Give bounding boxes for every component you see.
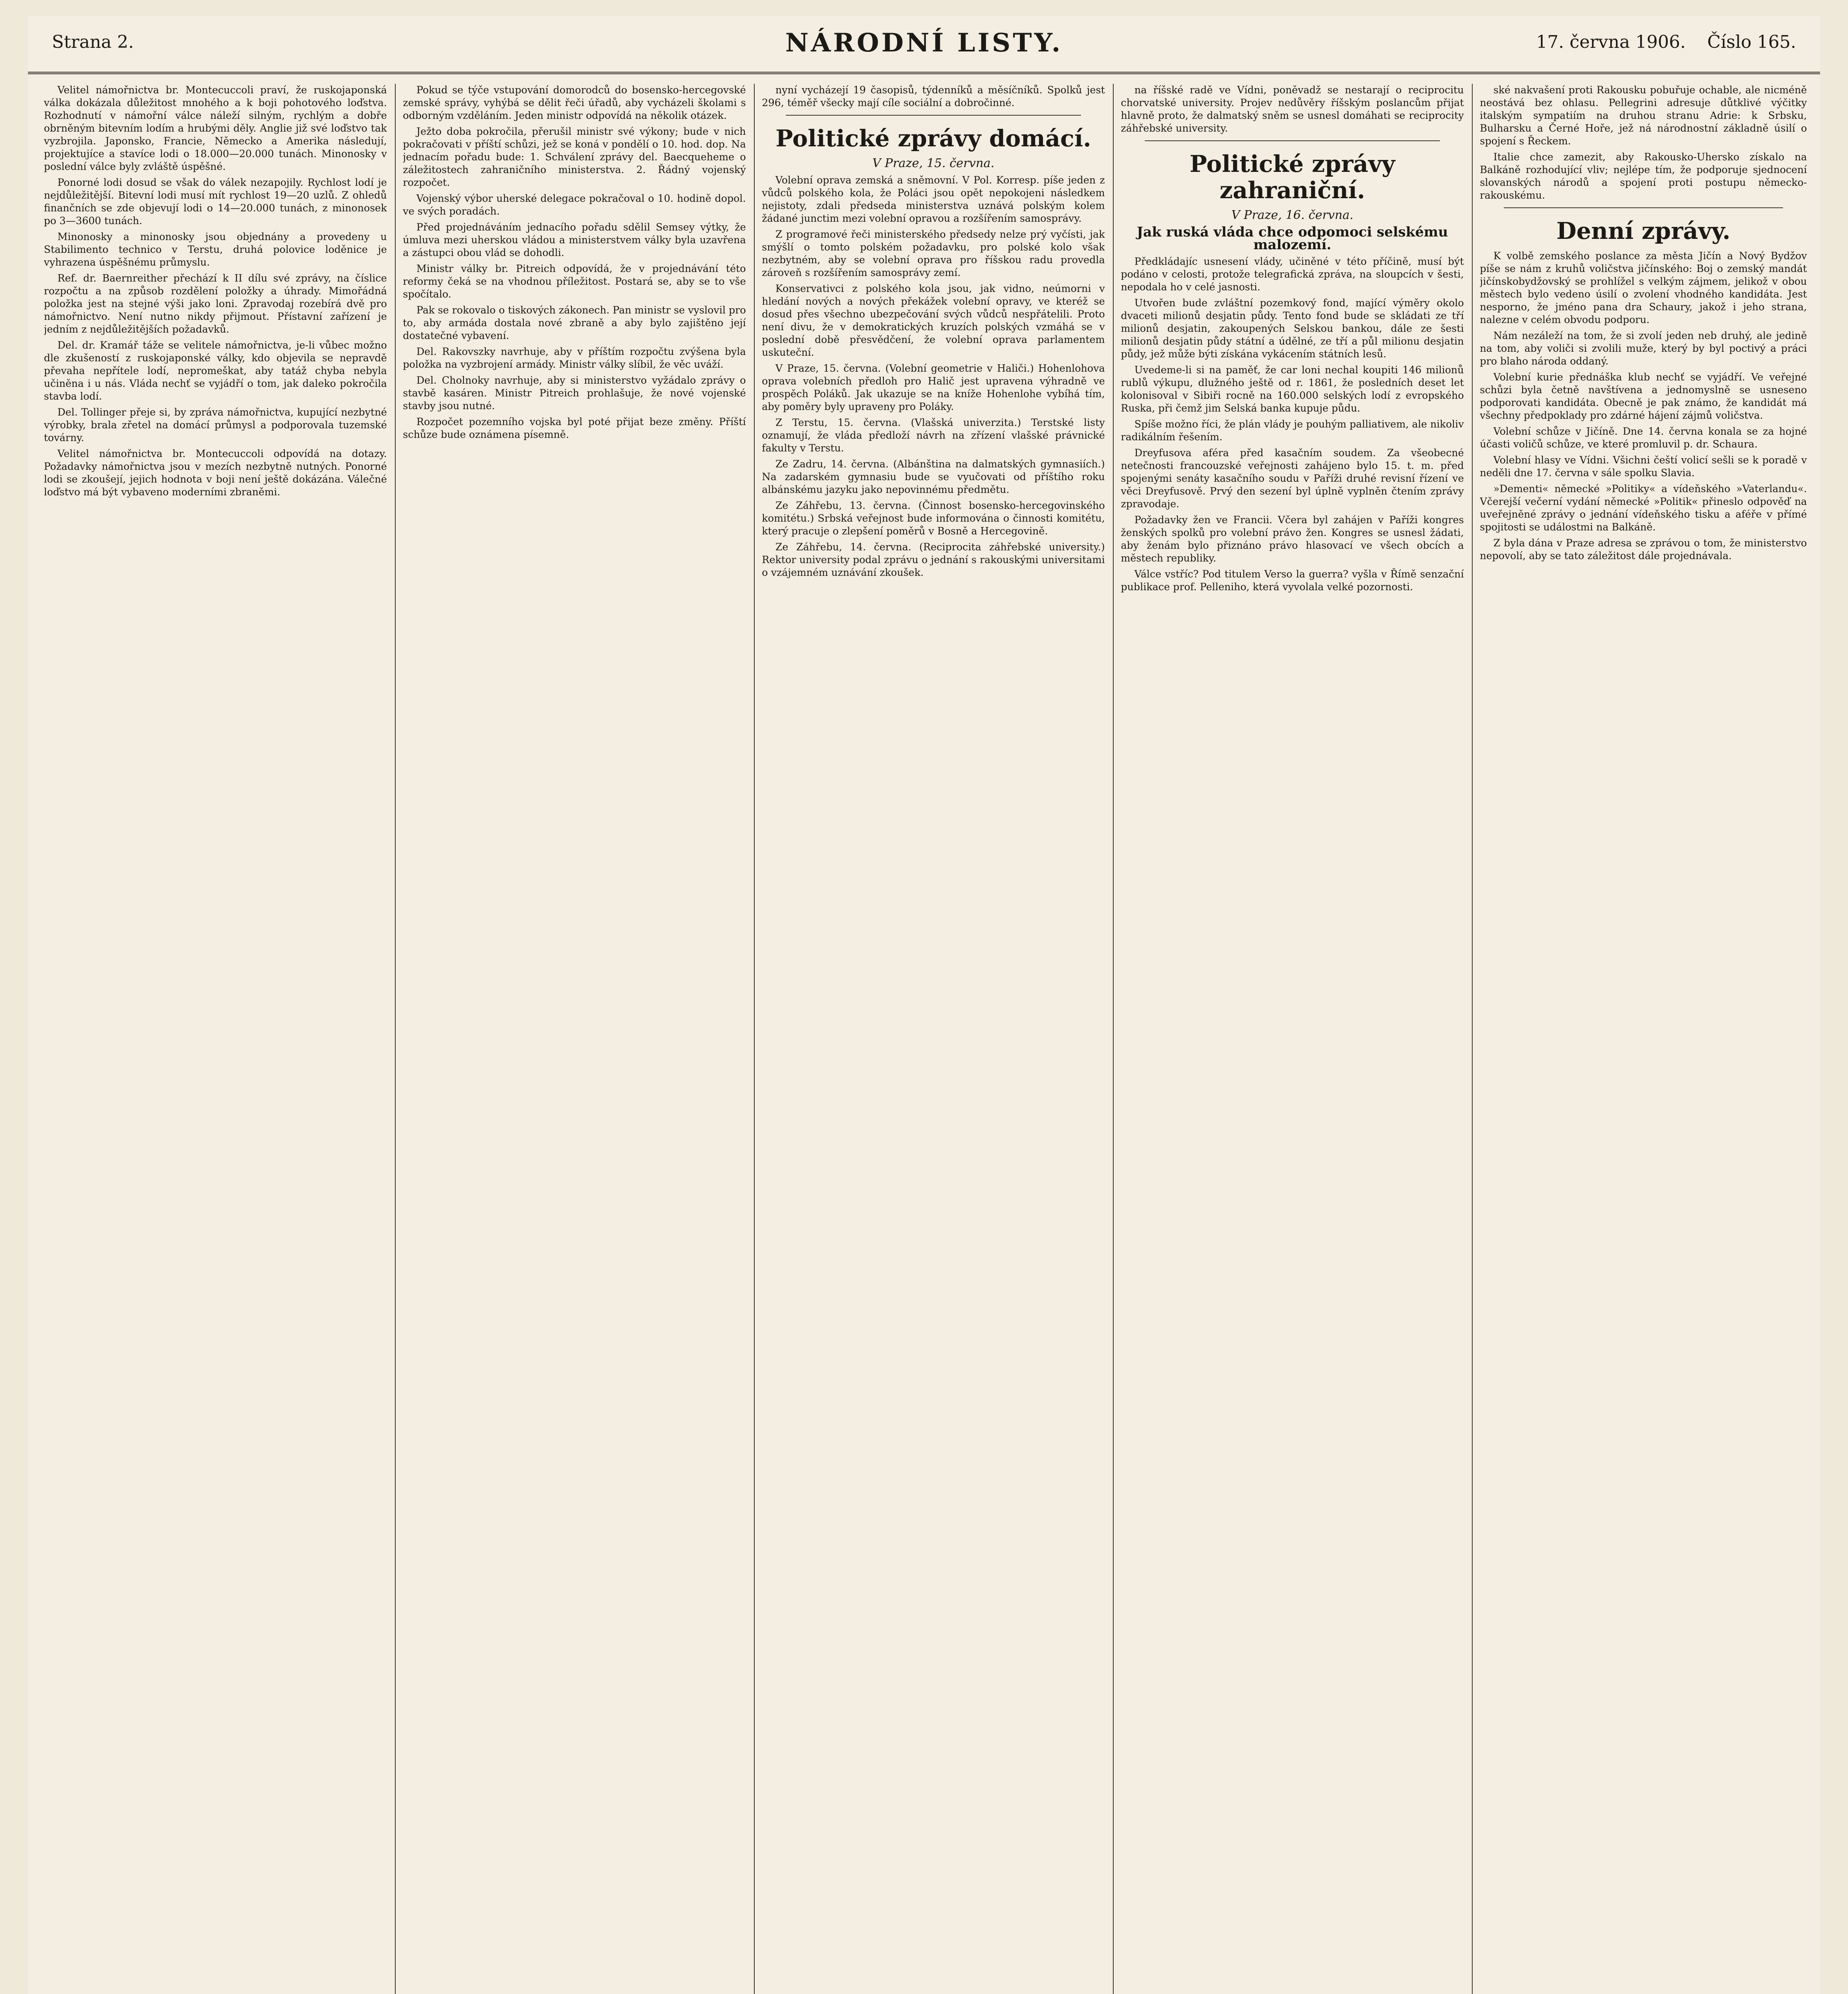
- column-2: [403, 84, 746, 1994]
- issue-info: [1520, 32, 1796, 52]
- paragraph: K volbě zemského poslance za města Jičín a Nový Bydžov píše se nám z kruhů voličstva jičínského: Boj o zemský mandát jičínskobydžovský se prohlížel s velkým zájmem, jelikož v obou městech bylo vedeno úsilí o zvolení vhodného kandidáta. Jest nesporno, že jméno pana dra Schaury, jakož i jeho strana, nalezne v celém obvodu podporu.: [1480, 250, 1807, 325]
- paragraph: Ze Záhřebu, 13. června. (Činnost bosensko-hercegovinského komitétu.) Srbská veřejnost bude informována o činnosti komitétu, který pracuje o zlepšení poměrů v Bosně a Hercegovině.: [762, 500, 1105, 537]
- section-heading-daily: Denní zprávy.: [1556, 217, 1731, 244]
- article-columns: [44, 84, 1807, 1994]
- paragraph: Del. dr. Kramář táže se velitele námořnictva, je-li vůbec možno dle zkušeností z ruskojaponské války, kdo objevila se nepravdě převaha nepřítele lodí, nepromeškat, aby tatáž chyba nebyla učiněna i u nás. Vláda nechť se vyjádří o tom, jak daleko pokročila stavba lodí.: [44, 339, 387, 402]
- paragraph: Pak se rokovalo o tiskových zákonech. Pan ministr se vyslovil pro to, aby armáda dostala nové zbraně a aby bylo zajištěno její dostatečné vybavení.: [403, 304, 746, 341]
- paragraph: Minonosky a minonosky jsou objednány a provedeny u Stabilimento technico v Terstu, druhá polovice loděnice je vyhrazena úspěšnému průmyslu.: [44, 231, 387, 268]
- column-divider: [754, 84, 755, 1994]
- paragraph: Z programové řeči ministerského předsedy nelze prý vyčísti, jak smýšlí o tomto polském požadavku, pro polské kolo však nezbytném, aby se volební oprava pro říšskou radu provedla zároveň s rozšířením samosprávy zemí.: [762, 229, 1105, 278]
- paragraph: Dreyfusova aféra před kasačním soudem. Za všeobecné netečnosti francouzské veřejnosti zahájeno bylo 15. t. m. před spojenými senáty kasačního soudu v Paříži druhé revisní řízení ve věci Dreyfusově. Prvý den sezení byl úplně vyplněn čtením zprávy zpravodaje.: [1121, 447, 1464, 510]
- paragraph: Ježto doba pokročila, přerušil ministr své výkony; bude v nich pokračovati v příští schůzi, jež se koná v pondělí o 10. hod. dop. Na jednacím pořadu bude: 1. Schválení zprávy del. Baecqueheme o záležitostech zahraničního ministerstva. 2. Řádný vojenský rozpočet.: [403, 126, 746, 188]
- section-rule: [1504, 207, 1783, 208]
- paragraph: Ze Zadru, 14. června. (Albánština na dalmatských gymnasiích.) Na zadarském gymnasiu bude se vyučovati od příštího roku albánskému jazyku jako nepovinnému předmětu.: [762, 458, 1105, 495]
- paragraph: Volební oprava zemská a sněmovní. V Pol. Korresp. píše jeden z vůdců polského kola, že Poláci jsou opět nepokojeni následkem nejistoty, zdali předseda ministerstva uznává polským kolem žádané junctim mezi volební opravou a rozšířením samosprávy.: [762, 174, 1105, 224]
- paragraph: Pokud se týče vstupování domorodců do bosensko-hercegovské zemské správy, vyhýbá se dělit řeči úřadů, aby vycházeli školami s odborným vzděláním. Jeden ministr odpovídá na několik otázek.: [403, 84, 746, 121]
- paragraph: Ministr války br. Pitreich odpovídá, že v projednávání této reformy čeká se na vhodnou příležitost. Postará se, aby se to vše spočítalo.: [403, 263, 746, 300]
- issue-number: Číslo 165.: [1707, 32, 1796, 52]
- paragraph: Vojenský výbor uherské delegace pokračoval o 10. hodině dopol. ve svých poradách.: [403, 193, 746, 217]
- column-divider: [1113, 84, 1114, 1994]
- section-rule: [1145, 140, 1440, 141]
- paragraph: Velitel námořnictva br. Montecuccoli odpovídá na dotazy. Požadavky námořnictva jsou v mezích nezbytně nutných. Ponorné lodi se zkoušejí, jejich hodnota v boji není ještě dokázána. Válečné loďstvo má být vybaveno moderními zbraněmi.: [44, 448, 387, 498]
- paragraph: Nám nezáleží na tom, že si zvolí jeden neb druhý, ale jedině na tom, aby voliči si zvolili muže, který by byl poctivý a práci pro blaho národa oddaný.: [1480, 330, 1807, 367]
- dateline: V Praze, 15. června.: [872, 156, 995, 170]
- paragraph: Velitel námořnictva br. Montecuccoli praví, že ruskojaponská válka dokázala důležitost mnohého a k boji pohotového loďstva. Rozhodnutí v námořní válce náleží silným, rychlým a dobře obrněným bitevním lodím a hrubými děly. Anglie již své loďstvo tak vyzbrojila. Japonsko, Francie, Německo a Amerika následují, projektujíce a stavíce lodi o 18.000—20.000 tunách. Minonosky v poslední válce byly zvláště úspěšné.: [44, 84, 387, 172]
- article-heading: Jak ruská vláda chce odpomoci selskému malozemí.: [1136, 224, 1448, 253]
- paragraph: ské nakvašení proti Rakousku pobuřuje ochable, ale nicméně neostává bez ohlasu. Pellegrini adresuje důtklivé výčitky italským sympatiím na druhou stranu Adrie: k Srbsku, Bulharsku a Černé Hoře, jež ná národnostní základně úsilí o spojení s Řeckem.: [1480, 84, 1807, 147]
- issue-date: 17. června 1906.: [1536, 32, 1686, 52]
- masthead: [28, 16, 1820, 74]
- paragraph: Předkládajíc usnesení vlády, učiněné v této příčině, musí být podáno v celosti, protože telegrafická zpráva, na sloupcích v šesti, nepodala ho v celé jasnosti.: [1121, 256, 1464, 293]
- paragraph: Ze Záhřebu, 14. června. (Reciprocita záhřebské university.) Rektor university podal zprávu o jednání s rakouskými universitami o vzájemném uznávání zkoušek.: [762, 541, 1105, 578]
- column-divider: [1472, 84, 1473, 1994]
- section-heading-domestic: Politické zprávy domácí.: [775, 125, 1091, 152]
- paragraph: Požadavky žen ve Francii. Včera byl zahájen v Paříži kongres ženských spolků pro volební právo žen. Kongres se usnesl žádati, aby ženám bylo přiznáno právo hlasovací ve všech obcích a městech republiky.: [1121, 514, 1464, 564]
- paragraph: na říšské radě ve Vídni, poněvadž se nestarají o reciprocitu chorvatské university. Projev nedůvěry říšským poslancům přijat hlavně proto, že dalmatský sněm se usnesl domáhati se reciprocity záhřebské university.: [1121, 84, 1464, 134]
- paragraph: »Dementi« německé »Politiky« a vídeňského »Vaterlandu«. Včerejší večerní vydání německé »Politik« přineslo odpověď na uveřejněné zprávy o jednání vídeňského tisku a aféře v přímé spojitosti se událostmi na Balkáně.: [1480, 483, 1807, 533]
- newspaper-title: NÁRODNÍ LISTY.: [785, 28, 1063, 58]
- column-3: [762, 84, 1105, 1994]
- paragraph: Uvedeme-li si na paměť, že car loni nechal koupiti 146 milionů rublů výkupu, dlužného ještě od r. 1861, že posledních deset let kolonisoval v Sibiři rocně na 160.000 selských lodí z evropského Ruska, při čemž jim Selská banka kupuje půdu.: [1121, 364, 1464, 414]
- paragraph: Spíše možno říci, že plán vlády je pouhým palliativem, ale nikoliv radikálním řešením.: [1121, 418, 1464, 443]
- paragraph: Válce vstříc? Pod titulem Verso la guerra? vyšla v Římě senzační publikace prof. Pelleniho, která vyvolala velké pozornosti.: [1121, 568, 1464, 593]
- paragraph: nyní vycházejí 19 časopisů, týdenníků a měsíčníků. Spolků jest 296, téměř všecky mají cíle sociální a dobročinné.: [762, 84, 1105, 108]
- paragraph: Před projednáváním jednacího pořadu sdělil Semsey výtky, že úmluva mezi uherskou vládou a ministerstvem války byla uzavřena a zástupci obou vlád se dohodli.: [403, 221, 746, 258]
- paragraph: Italie chce zamezit, aby Rakousko-Uhersko získalo na Balkáně rozhodující vliv; nejlépe tím, že podporuje sjednocení slovanských národů a spojení proti postupu německo-rakouskému.: [1480, 151, 1807, 201]
- paragraph: Ref. dr. Baernreither přechází k II dílu své zprávy, na číslice rozpočtu a na způsob rozdělení položky a úhrady. Mimořádná položka jest na stejné výši jako loni. Zpravodaj rozebírá dvě pro námořnictvo. Není nutno nikdy přijmout. Přístavní zařízení je jedním z nejdůležitějších požadavků.: [44, 272, 387, 335]
- paragraph: Volební hlasy ve Vídni. Všichni čeští volicí sešli se k poradě v neděli dne 17. června v sále spolku Slavia.: [1480, 454, 1807, 479]
- paragraph: Del. Tollinger přeje si, by zpráva námořnictva, kupující nezbytné výrobky, brala zřetel na domácí průmysl a podporovala tuzemské továrny.: [44, 406, 387, 443]
- section-heading-foreign: Politické zprávy zahraniční.: [1189, 150, 1395, 204]
- paragraph: Ponorné lodi dosud se však do válek nezapojily. Rychlost lodí je nejdůležitější. Bitevní lodi musí mít rychlost 19—20 uzlů. Z ohledů finančních se zde objevují lodi o 14—20.000 tunách, z minonosek po 3—3600 tunách.: [44, 177, 387, 227]
- paragraph: Z byla dána v Praze adresa se zprávou o tom, že ministerstvo nepovolí, aby se tato záležitost dále projednávala.: [1480, 537, 1807, 562]
- paragraph: Konservativci z polského kola jsou, jak vidno, neúmorni v hledání nových a nových překážek volební opravy, ve kteréž se dosud přes všechno ubezpečování svých vůdců nespřátelili. Proto není divu, že v demokratických kruzích polských vzmáhá se v poslední době přesvědčení, že volební oprava parlamentem uskuteční.: [762, 283, 1105, 358]
- page-number: Strana 2.: [52, 32, 134, 52]
- paragraph: Del. Cholnoky navrhuje, aby si ministerstvo vyžádalo zprávy o stavbě kasáren. Ministr Pitreich prohlašuje, že nové vojenské stavby jsou nutné.: [403, 374, 746, 412]
- dateline: V Praze, 16. června.: [1231, 208, 1354, 222]
- column-1: [44, 84, 387, 1994]
- paragraph: Volební schůze v Jičíně. Dne 14. června konala se za hojné účasti voličů schůze, ve které promluvil p. dr. Schaura.: [1480, 426, 1807, 450]
- paragraph: Del. Rakovszky navrhuje, aby v příštím rozpočtu zvýšena byla položka na vyzbrojení armády. Ministr války slíbil, že věc uváží.: [403, 346, 746, 370]
- section-rule: [786, 115, 1081, 116]
- column-divider: [395, 84, 396, 1994]
- column-4: [1121, 84, 1464, 1994]
- paragraph: Rozpočet pozemního vojska byl poté přijat beze změny. Příští schůze bude oznámena písemně.: [403, 416, 746, 440]
- paragraph: V Praze, 15. června. (Volební geometrie v Haliči.) Hohenlohova oprava volebních předloh pro Halič jest upravena výhradně ve prospěch Poláků. Jak ukazuje se na kníže Hohenlohe vybíhá tím, aby poměry byly upraveny pro Poláky.: [762, 363, 1105, 412]
- paragraph: Volební kurie přednáška klub nechť se vyjádří. Ve veřejné schůzi byla četně navštívena a jednomyslně se usneseno podporovati kandidáta. Obecně je pak známo, že kandidát má všechny předpoklady pro zdárné hájení zájmů voličstva.: [1480, 371, 1807, 421]
- paragraph: Z Terstu, 15. června. (Vlašská univerzita.) Terstské listy oznamují, že vláda předloží návrh na zřízení vlašské právnické fakulty v Terstu.: [762, 417, 1105, 454]
- column-5: [1480, 84, 1807, 1994]
- paragraph: Utvořen bude zvláštní pozemkový fond, mající výměry okolo dvaceti milionů desjatin půdy. Tento fond bude se skládati ze tří milionů desjatin, zakoupených Selskou bankou, dále ze šesti milionů desjatin půdy státní a údělné, ze tří a půl milionu desjatin půdy, jež může býti získána vykácením státních lesů.: [1121, 297, 1464, 360]
- newspaper-page: [28, 16, 1820, 1994]
